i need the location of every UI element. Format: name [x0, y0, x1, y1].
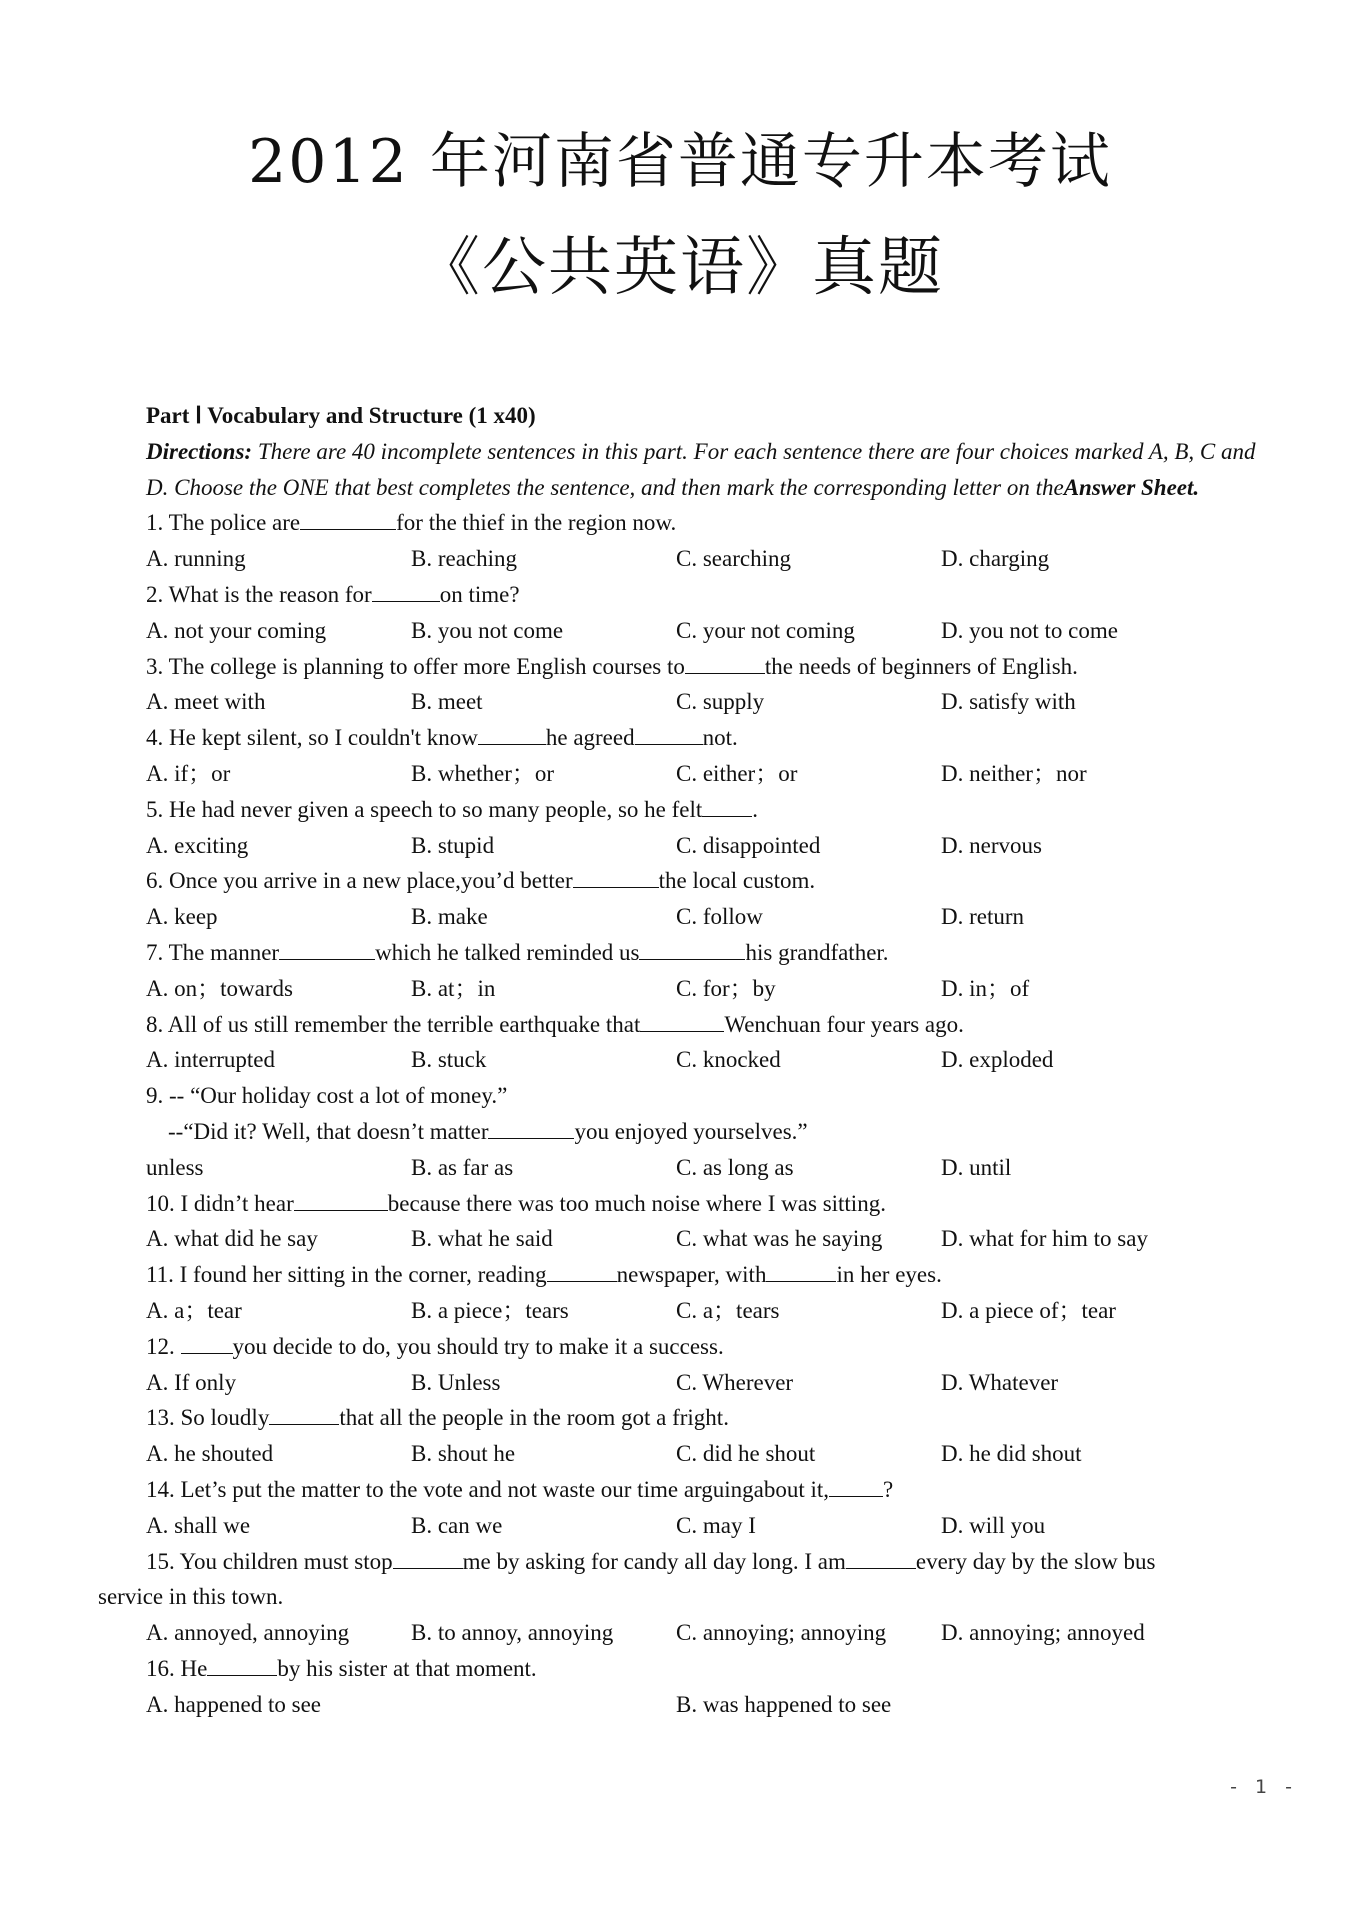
answer-blank: [294, 1190, 388, 1211]
question-9: [98, 1078, 1278, 1114]
question-text: because there was too much noise where I was sitting.: [387, 1190, 886, 1216]
question-text: in her eyes.: [836, 1262, 942, 1288]
question-6: [98, 863, 1278, 899]
question-1: [98, 505, 1278, 541]
option-a: A. on；towards: [146, 975, 293, 1001]
option-a: A. not your coming: [146, 617, 327, 643]
question-text: 15. You children must stop: [146, 1548, 393, 1574]
question-text: you decide to do, you should try to make it a success.: [232, 1333, 724, 1359]
option-d: D. neither；nor: [941, 760, 1087, 786]
answer-blank: [181, 1333, 233, 1354]
option-b: B. make: [411, 904, 488, 930]
question-12: [98, 1329, 1278, 1365]
options-13: [98, 1436, 1278, 1472]
option-d: D. you not to come: [941, 617, 1118, 643]
question-8: [98, 1007, 1278, 1043]
question-text: Wenchuan four years ago.: [724, 1011, 964, 1037]
question-text: his grandfather.: [745, 939, 889, 965]
question-text: 11. I found her sitting in the corner, reading: [146, 1262, 547, 1288]
answer-blank: [685, 653, 765, 674]
option-c: C. either；or: [676, 760, 798, 786]
option-a: A. running: [146, 546, 246, 572]
option-c: C. searching: [676, 546, 791, 572]
option-a: A. keep: [146, 904, 218, 930]
question-11: [98, 1257, 1278, 1293]
question-text: 14. Let’s put the matter to the vote and not waste our time arguingabout it,: [146, 1476, 830, 1502]
option-d: D. in；of: [941, 975, 1030, 1001]
option-c: C. as long as: [676, 1154, 794, 1180]
answer-blank: [702, 796, 752, 817]
question-text: 3. The college is planning to offer more English courses to: [146, 653, 685, 679]
option-a: unless: [146, 1154, 204, 1180]
exam-subtitle: 《公共英语》真题: [416, 231, 944, 305]
option-b: B. Unless: [411, 1369, 501, 1395]
option-a: A. If only: [146, 1369, 237, 1395]
option-b: B. you not come: [411, 617, 564, 643]
question-15-continued: [98, 1579, 1278, 1615]
option-d: D. exploded: [941, 1047, 1054, 1073]
option-a: A. a；tear: [146, 1297, 242, 1323]
question-text: 8. All of us still remember the terrible earthquake that: [146, 1011, 641, 1037]
question-text: newspaper, with: [616, 1262, 767, 1288]
question-text: every day by the slow bus: [915, 1548, 1156, 1574]
question-text: 12.: [146, 1333, 181, 1359]
question-15: [98, 1544, 1278, 1580]
answer-blank: [393, 1548, 463, 1569]
options-8: [98, 1042, 1278, 1078]
part-heading: Part Ⅰ Vocabulary and Structure (1 x40): [146, 403, 536, 428]
options-10: [98, 1221, 1278, 1257]
question-text: 5. He had never given a speech to so many people, so he felt: [146, 796, 703, 822]
option-d: D. charging: [941, 546, 1050, 572]
question-9-reply: [98, 1114, 1278, 1150]
answer-blank: [547, 1261, 617, 1282]
option-b: B. reaching: [411, 546, 518, 572]
question-text: 10. I didn’t hear: [146, 1190, 294, 1216]
option-c: C. did he shout: [676, 1441, 816, 1467]
option-c: C. supply: [676, 689, 765, 715]
exam-body: [98, 398, 1278, 1722]
question-text: 1. The police are: [146, 510, 301, 536]
option-a: A. annoyed, annoying: [146, 1620, 350, 1646]
option-d: D. annoying; annoyed: [941, 1620, 1145, 1646]
question-5: [98, 792, 1278, 828]
option-c: C. for；by: [676, 975, 776, 1001]
options-9: [98, 1150, 1278, 1186]
answer-blank: [207, 1655, 277, 1676]
question-text: which he talked reminded us: [375, 939, 640, 965]
directions-text: There are 40 incomplete sentences in this part. For each sentence there are four choices marked A, B, C and D. Choose the ONE that best completes the sentence, and then mark the corresponding letter on the: [146, 438, 1256, 500]
options-3: [98, 684, 1278, 720]
options-4: [98, 756, 1278, 792]
question-3: [98, 649, 1278, 685]
option-b: B. as far as: [411, 1154, 514, 1180]
question-text: 4. He kept silent, so I couldn't know: [146, 725, 478, 751]
option-c: C. may I: [676, 1512, 756, 1538]
option-c: C. knocked: [676, 1047, 781, 1073]
question-text: ?: [883, 1476, 894, 1502]
question-text: service in this town.: [98, 1584, 284, 1610]
answer-blank: [279, 939, 375, 960]
exam-title: 2012 年河南省普通专升本考试: [248, 127, 1112, 197]
question-text: .: [752, 796, 759, 822]
option-c: C. Wherever: [676, 1369, 794, 1395]
option-b: B. stupid: [411, 832, 495, 858]
directions: [98, 434, 1278, 506]
question-text: not.: [702, 725, 738, 751]
answer-blank: [635, 724, 703, 745]
question-text: 6. Once you arrive in a new place,you’d better: [146, 868, 573, 894]
options-16: [98, 1687, 1278, 1723]
option-c: C. your not coming: [676, 617, 855, 643]
options-6: [98, 899, 1278, 935]
options-14: [98, 1508, 1278, 1544]
answer-sheet-label: Answer Sheet.: [1063, 474, 1200, 500]
options-11: [98, 1293, 1278, 1329]
question-text: that all the people in the room got a fright.: [339, 1405, 729, 1431]
option-a: A. happened to see: [146, 1691, 321, 1717]
option-d: D. return: [941, 904, 1025, 930]
question-text: for the thief in the region now.: [396, 510, 677, 536]
option-b: B. to annoy, annoying: [411, 1620, 614, 1646]
question-text: by his sister at that moment.: [277, 1655, 537, 1681]
question-10: [98, 1186, 1278, 1222]
question-text: 2. What is the reason for: [146, 581, 372, 607]
question-text: 16. He: [146, 1655, 208, 1681]
question-4: [98, 720, 1278, 756]
answer-blank: [269, 1404, 339, 1425]
option-a: A. if；or: [146, 760, 231, 786]
option-a: A. interrupted: [146, 1047, 276, 1073]
options-7: [98, 971, 1278, 1007]
answer-blank: [639, 939, 745, 960]
option-a: A. he shouted: [146, 1441, 274, 1467]
question-text: you enjoyed yourselves.”: [574, 1118, 808, 1144]
option-d: D. will you: [941, 1512, 1046, 1538]
options-1: [98, 541, 1278, 577]
question-16: [98, 1651, 1278, 1687]
option-a: A. exciting: [146, 832, 249, 858]
option-d: D. until: [941, 1154, 1012, 1180]
option-b: B. can we: [411, 1512, 503, 1538]
answer-blank: [478, 724, 546, 745]
question-13: [98, 1400, 1278, 1436]
question-14: [98, 1472, 1278, 1508]
directions-label: Directions:: [146, 438, 253, 464]
question-2: [98, 577, 1278, 613]
option-b: B. a piece；tears: [411, 1297, 569, 1323]
question-text: 7. The manner: [146, 939, 280, 965]
option-c: C. follow: [676, 904, 763, 930]
question-7: [98, 935, 1278, 971]
option-a: A. shall we: [146, 1512, 251, 1538]
option-b: B. stuck: [411, 1047, 487, 1073]
page-number: - 1 -: [1230, 1776, 1298, 1798]
option-d: D. Whatever: [941, 1369, 1059, 1395]
options-5: [98, 828, 1278, 864]
option-d: D. he did shout: [941, 1441, 1082, 1467]
question-text: --“Did it? Well, that doesn’t matter: [168, 1118, 489, 1144]
question-text: 13. So loudly: [146, 1405, 270, 1431]
answer-blank: [488, 1118, 574, 1139]
option-a: A. meet with: [146, 689, 266, 715]
question-text: the needs of beginners of English.: [764, 653, 1078, 679]
option-b: B. shout he: [411, 1441, 516, 1467]
answer-blank: [829, 1476, 883, 1497]
option-c: C. disappointed: [676, 832, 821, 858]
option-b: B. meet: [411, 689, 483, 715]
option-a: A. what did he say: [146, 1226, 318, 1252]
option-b: B. was happened to see: [676, 1691, 892, 1717]
option-b: B. whether；or: [411, 760, 555, 786]
options-15: [98, 1615, 1278, 1651]
answer-blank: [372, 581, 440, 602]
question-text: me by asking for candy all day long. I am: [462, 1548, 846, 1574]
answer-blank: [573, 867, 659, 888]
question-text: on time?: [439, 581, 520, 607]
option-c: C. what was he saying: [676, 1226, 883, 1252]
option-b: B. what he said: [411, 1226, 553, 1252]
option-c: C. a；tears: [676, 1297, 780, 1323]
answer-blank: [846, 1548, 916, 1569]
option-d: D. nervous: [941, 832, 1042, 858]
answer-blank: [766, 1261, 836, 1282]
option-c: C. annoying; annoying: [676, 1620, 887, 1646]
answer-blank: [300, 509, 396, 530]
options-2: [98, 613, 1278, 649]
question-text: he agreed: [545, 725, 635, 751]
option-d: D. what for him to say: [941, 1226, 1148, 1252]
question-text: 9. -- “Our holiday cost a lot of money.”: [146, 1083, 508, 1109]
option-d: D. a piece of；tear: [941, 1297, 1116, 1323]
question-text: the local custom.: [658, 868, 816, 894]
answer-blank: [640, 1011, 724, 1032]
option-d: D. satisfy with: [941, 689, 1076, 715]
options-12: [98, 1365, 1278, 1401]
option-b: B. at；in: [411, 975, 496, 1001]
